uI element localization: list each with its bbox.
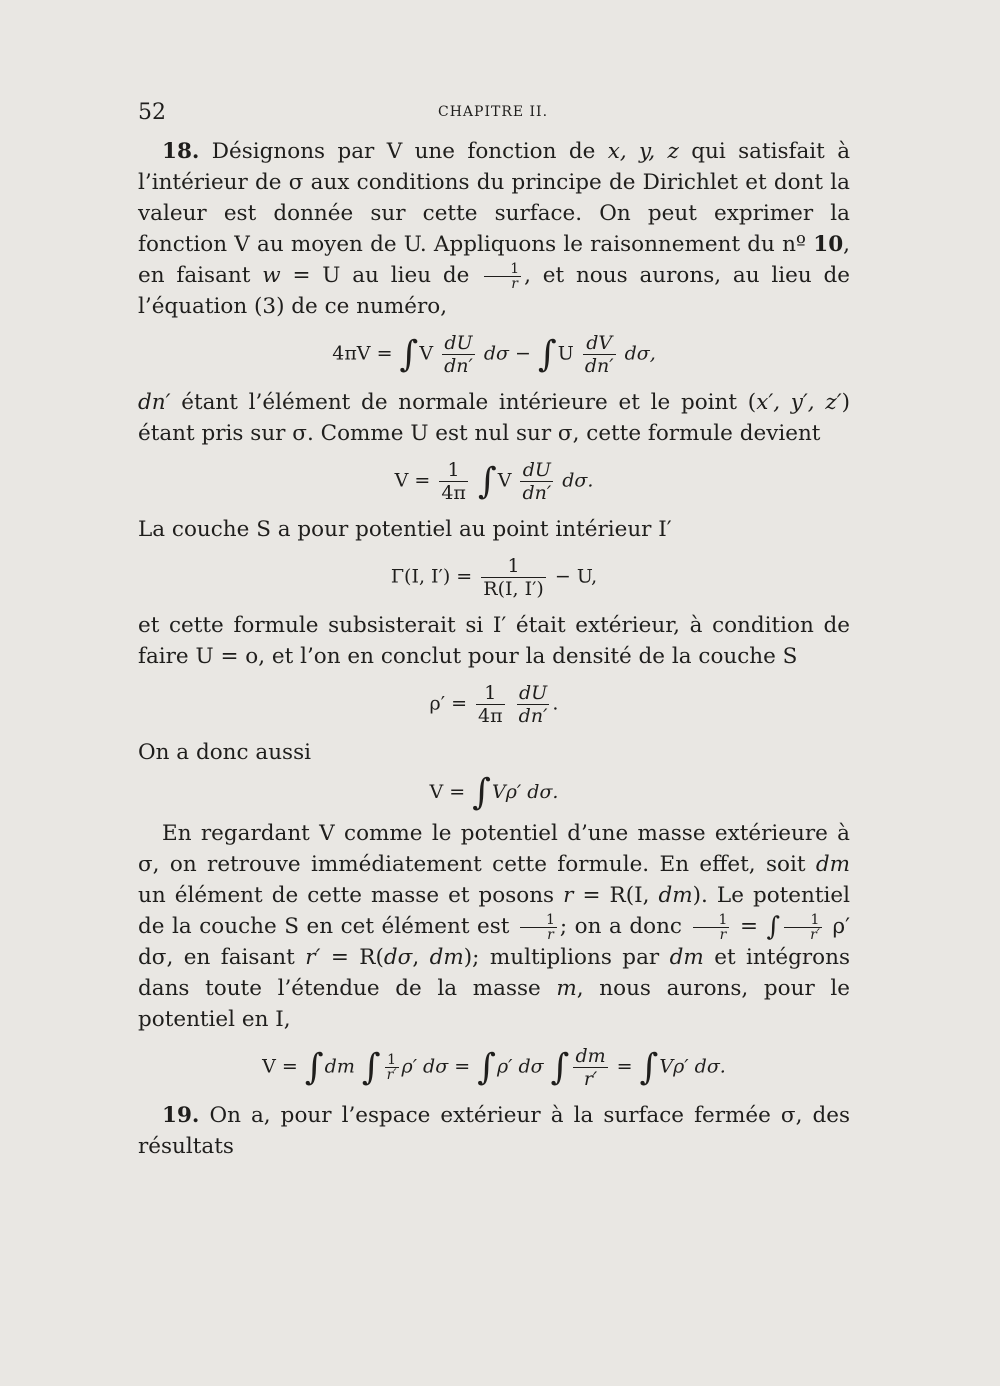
paragraph-couche: La couche S a pour potentiel au point intérieur I′	[138, 517, 672, 542]
fraction-one-over-r: $\frac{1}{r}$	[484, 262, 521, 291]
section-number-18: 18.	[162, 139, 200, 164]
equation-3: Γ(I, I′) = $\frac{1}{R(I, I')}$ − U,	[390, 555, 598, 600]
section-number-19: 19.	[162, 1103, 200, 1128]
page-number: 52	[138, 100, 166, 125]
paragraph-donc: On a donc aussi	[138, 740, 311, 765]
equation-5: V = ∫Vρ′ dσ.	[429, 772, 559, 813]
paragraph-formule: et cette formule subsisterait si I′ était extérieur, à condition de faire U = o, et l’on en conclut pour la densité de la couche S	[138, 613, 850, 669]
paragraph-19: 19. On a, pour l’espace extérieur à la surface fermée σ, des résultats	[138, 1103, 850, 1159]
paragraph-18: 18. Désignons par V une fonction de x, y, z qui satisfait à l’intérieur de σ aux conditions du principe de Dirichlet et dont la valeur est donnée sur cette surface. On peut exprimer la fonction V au moyen de U. Appliquons le raisonnement du nº 10, en faisant w = U au lieu de $\frac{1}{r}$ , et nous aurons, au lieu de l’équation (3) de ce numéro,	[138, 139, 851, 319]
equation-6: V = ∫dm ∫ $\frac{1}{r'}$ ρ′ dσ = ∫ρ′ dσ ∫ $\frac{dm}{r'}$ = ∫Vρ′ dσ.	[262, 1045, 726, 1090]
equation-4: ρ′ = $\frac{1}{4\pi}$ $\frac{dU}{dn'}$ .	[429, 682, 559, 727]
paragraph-regard: En regardant V comme le potentiel d’une masse extérieure à σ, on retrouve immédiatement cette formule. En effet, soit dm un élément de cette masse et posons r = R(I, dm). Le potentiel de la couche S en cet élément est $\frac{1}{r}$ ; on a donc $\frac{1}{r}$ = ∫ $\frac{1}{r'}$ ρ′ dσ, en faisant r′ = R(dσ, dm); multiplions par dm et intégrons dans toute l’étendue de la masse m, nous aurons, pour le potentiel en I,	[138, 821, 851, 1032]
chapter-title: CHAPITRE II.	[438, 104, 549, 120]
running-header	[138, 100, 848, 130]
equation-1: 4πV = ∫V $\frac{dU}{dn'}$ dσ − ∫U $\frac{dV}{dn'}$ dσ,	[332, 332, 656, 377]
section-ref: 10	[813, 232, 844, 257]
paragraph-dn: dn′ étant l’élément de normale intérieure et le point (x′, y′, z′) étant pris sur σ. Comme U est nul sur σ, cette formule devient	[138, 390, 850, 446]
equation-2: V = $\frac{1}{4\pi}$ ∫V $\frac{dU}{dn'}$ dσ.	[394, 459, 594, 504]
text-body	[138, 136, 850, 1162]
